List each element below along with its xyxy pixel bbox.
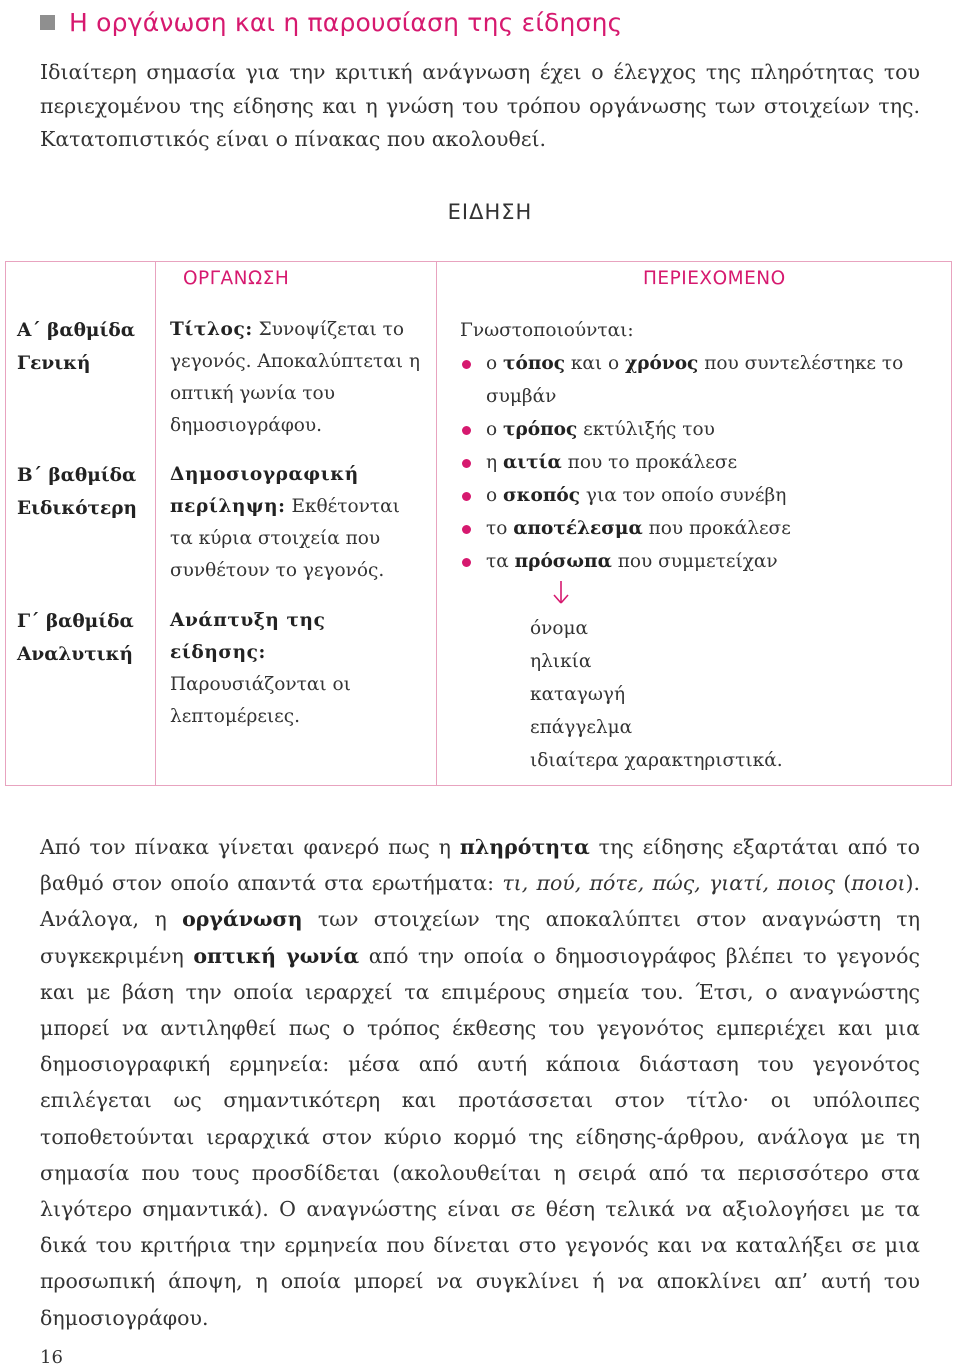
org-cell-summary: [170, 459, 425, 587]
bullet-dot-icon: [462, 426, 471, 435]
bullet-dot-icon: [462, 525, 471, 534]
level-c: [17, 605, 134, 671]
column-divider: [436, 261, 437, 786]
list-item: το αποτέλεσμα που προκάλεσε: [460, 512, 940, 545]
level-type: Ειδικότερη: [17, 498, 137, 519]
content-cell: [460, 314, 940, 578]
org-label: Δημοσιογραφική περίληψη:: [170, 464, 359, 517]
list-item: ο τόπος και ο χρόνος που συντελέστηκε το συμβάν: [460, 347, 940, 413]
table-title: ΕΙΔΗΣΗ: [447, 200, 533, 224]
section-heading: [40, 6, 623, 38]
level-name: Γ΄ βαθμίδα: [17, 611, 134, 632]
org-text: Συνοψίζεται το γεγονός. Αποκαλύπτεται η οπτική γωνία του δημοσιογράφου.: [170, 319, 420, 436]
bullet-dot-icon: [462, 492, 471, 501]
bullet-dot-icon: [462, 558, 471, 567]
org-label: Τίτλος:: [170, 319, 253, 340]
list-item: καταγωγή: [530, 684, 626, 705]
list-item: όνομα: [530, 618, 589, 639]
square-bullet-icon: [40, 15, 55, 30]
org-text: Παρουσιάζονται οι λεπτομέρειες.: [170, 674, 351, 727]
body-paragraph: Από τον πίνακα γίνεται φανερό πως η πληρότητα της είδησης εξαρτάται από το βαθμό στον οποίο απαντά στα ερωτήματα: τι, πού, πότε, πώς, γιατί, ποιος (ποιοι). Ανάλογα, η οργάνωση των στοιχείων της αποκαλύπτει στον αναγνώστη τη συγκεκριμένη οπτική γωνία από την οποία ο δημοσιογράφος βλέπει το γεγονός και με βάση την οποία ιεραρχεί τα επιμέρους σημεία του. Έτσι, ο αναγνώστης μπορεί να αντιληφθεί πως ο τρόπος έκθεσης του γεγονότος εμπεριέχει και μια δημοσιογραφική ερμηνεία: μέσα από αυτή κάποια διάσταση του γεγονότος επιλέγεται ως σημαντικότερη και προτάσσεται στον τίτλο· οι υπόλοιπες τοποθετούνται ιεραρχικά στον κύριο κορμό της είδησης-άρθρου, ανάλογα με τη σημασία που τους προσδίδεται (ακολουθείται η σειρά από τα περισσότερο στα λιγότερο σημαντικά). Ο αναγνώστης είναι σε θέση τελικά να αξιολογήσει με τα δικά του κριτήρια την ερμηνεία που δίνεται στο γεγονός και να καταλήξει σε μια προσωπική άποψη, η οποία μπορεί να συγκλίνει ή να αποκλίνει απ’ αυτή του δημοσιογράφου.: [40, 835, 921, 1330]
list-item: η αιτία που το προκάλεσε: [460, 446, 940, 479]
org-cell-development: [170, 605, 425, 733]
level-type: Γενική: [17, 353, 91, 374]
list-item: ο τρόπος εκτύλιξής του: [460, 413, 940, 446]
level-a: [17, 314, 135, 380]
arrow-down-icon: [551, 580, 571, 606]
bullet-dot-icon: [462, 459, 471, 468]
column-header-content: ΠΕΡΙΕΧΟΜΕΝΟ: [643, 268, 786, 289]
column-divider: [155, 261, 156, 786]
persons-details-list: [530, 612, 783, 777]
list-item: επάγγελμα: [530, 717, 633, 738]
intro-paragraph: Ιδιαίτερη σημασία για την κριτική ανάγνωση έχει ο έλεγχος της πληρότητας του περιεχομένου της είδησης και η γνώση του τρόπου οργάνωσης των στοιχείων της. Κατατοπιστικός είναι ο πίνακας που ακολουθεί.: [40, 60, 920, 151]
level-type: Αναλυτική: [17, 644, 133, 665]
org-text: Εκθέτονται τα κύρια στοιχεία που συνθέτουν το γεγονός.: [170, 496, 400, 581]
list-item: τα πρόσωπα που συμμετείχαν: [460, 545, 940, 578]
org-label: Ανάπτυξη της είδησης:: [170, 610, 326, 663]
org-cell-title: [170, 314, 425, 442]
page-number: 16: [40, 1347, 63, 1368]
list-item: ιδιαίτερα χαρακτηριστικά.: [530, 750, 783, 771]
bullet-dot-icon: [462, 360, 471, 369]
section-title: Η οργάνωση και η παρουσίαση της είδησης: [69, 7, 623, 37]
list-item: ηλικία: [530, 651, 592, 672]
content-intro: Γνωστοποιούνται:: [460, 320, 634, 341]
level-name: Β΄ βαθμίδα: [17, 465, 137, 486]
level-name: Α΄ βαθμίδα: [17, 320, 135, 341]
level-b: [17, 459, 137, 525]
list-item: ο σκοπός για τον οποίο συνέβη: [460, 479, 940, 512]
column-header-organization: ΟΡΓΑΝΩΣΗ: [183, 268, 290, 289]
